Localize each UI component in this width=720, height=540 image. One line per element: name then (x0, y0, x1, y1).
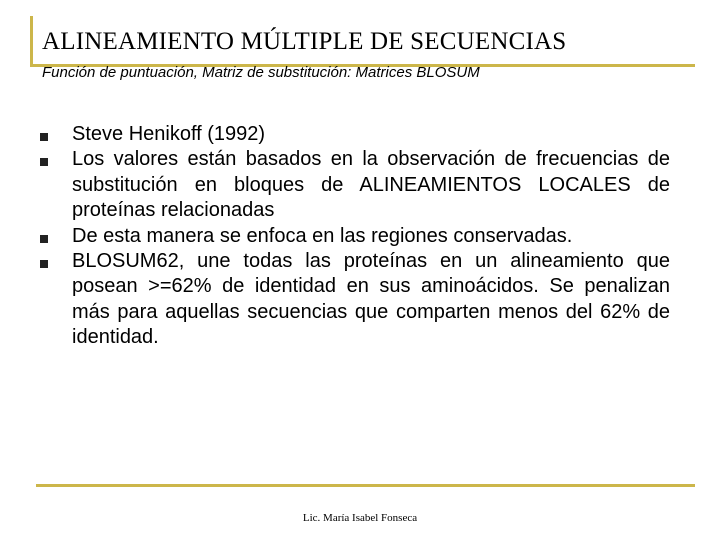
bullet-item (40, 122, 670, 147)
bullet-item (40, 147, 670, 223)
title-accent-vertical-rule (30, 16, 33, 66)
square-bullet-icon (40, 158, 48, 166)
square-bullet-icon (40, 260, 48, 268)
square-bullet-icon (40, 133, 48, 141)
slide-subtitle: Función de puntuación, Matriz de substitución: Matrices BLOSUM (42, 64, 480, 81)
bullet-text: Los valores están basados en la observación de frecuencias de substitución en bloques de ALINEAMIENTOS LOCALES de proteínas relacionadas (72, 148, 670, 222)
slide-title: ALINEAMIENTO MÚLTIPLE DE SECUENCIAS (42, 28, 567, 55)
bullet-item (40, 224, 670, 249)
bullet-text: De esta manera se enfoca en las regiones conservadas. (72, 224, 573, 247)
bullet-list (40, 122, 670, 351)
square-bullet-icon (40, 235, 48, 243)
bullet-item (40, 249, 670, 351)
bullet-text: BLOSUM62, une todas las proteínas en un alineamiento que posean >=62% de identidad en sus aminoácidos. Se penalizan más para aquellas secuencias que comparten menos del 62% de identidad. (72, 250, 670, 349)
footer-author: Lic. María Isabel Fonseca (302, 512, 418, 524)
bullet-text: Steve Henikoff (1992) (72, 123, 266, 145)
footer-accent-rule (36, 484, 695, 487)
